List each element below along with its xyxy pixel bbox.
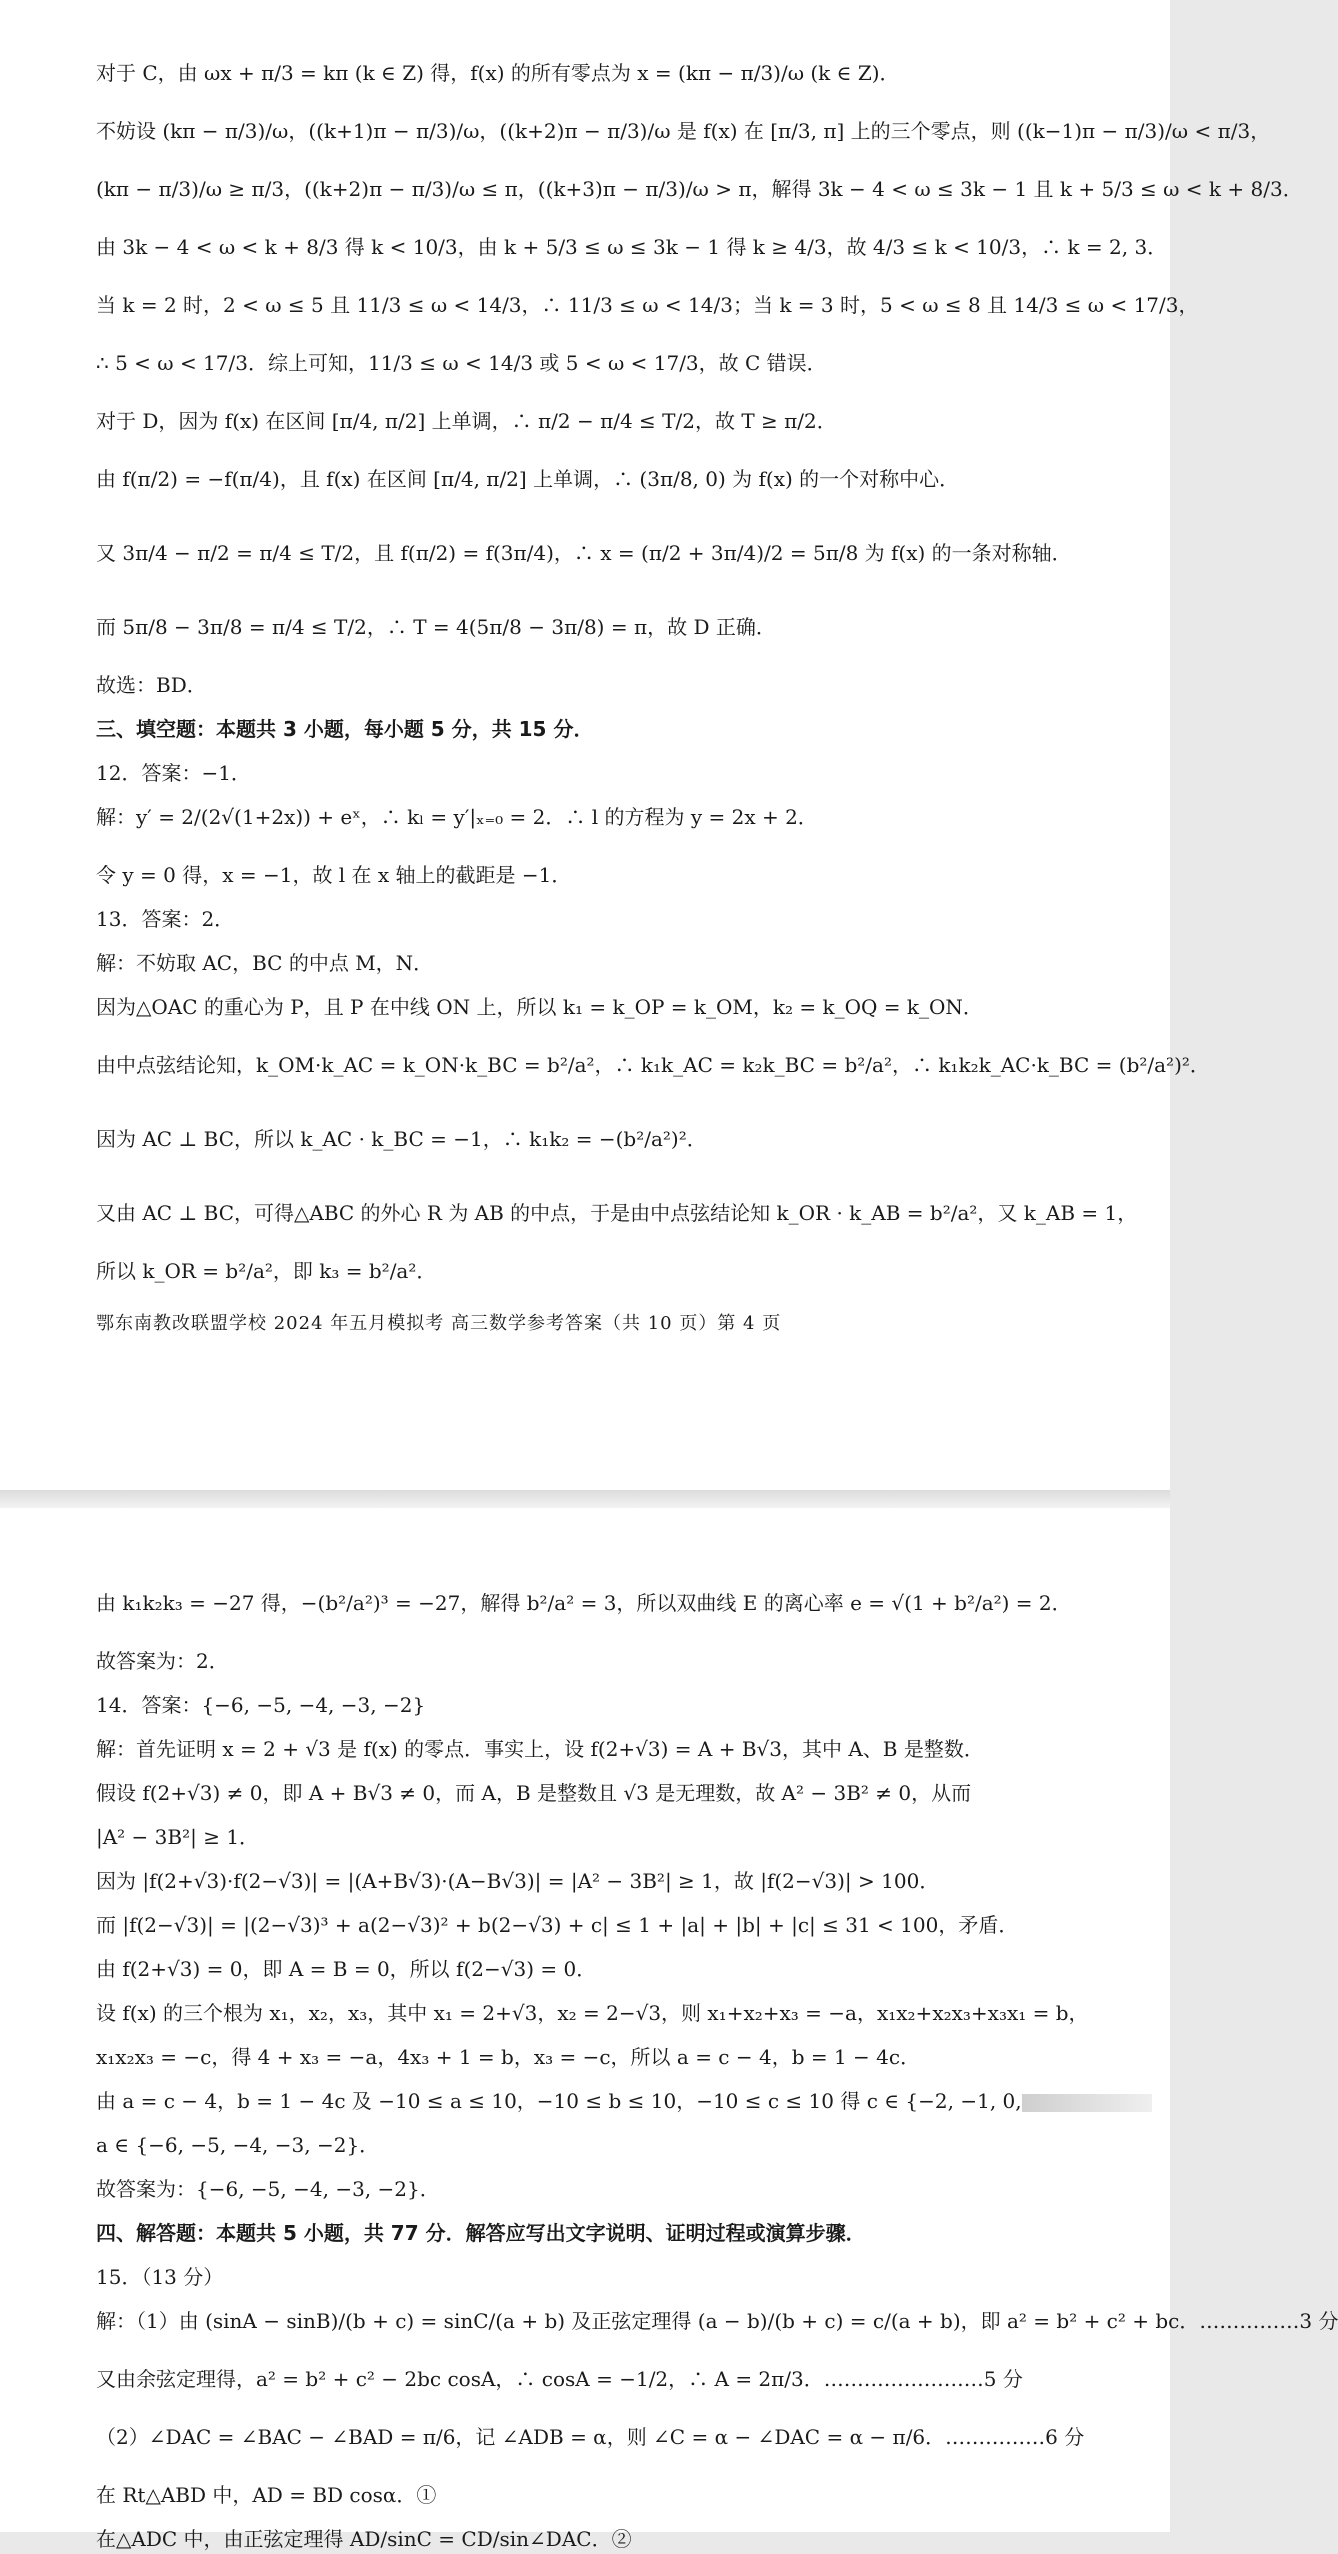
text-line: 所以 k_OR = b²/a²，即 k₃ = b²/a²． <box>96 1259 437 1283</box>
text-line: 解：y′ = 2/(2√(1+2x)) + eˣ，∴ kₗ = y′|ₓ₌₀ = 2．∴ l 的方程为 y = 2x + 2． <box>96 805 818 829</box>
text-line: 解：不妨取 AC，BC 的中点 M，N． <box>96 951 434 975</box>
text-line: a ∈ {−6, −5, −4, −3, −2}． <box>96 2133 380 2157</box>
text-line: (kπ − π/3)/ω ≥ π/3，((k+2)π − π/3)/ω ≤ π，((k+3)π − π/3)/ω > π，解得 3k − 4 < ω ≤ 3k − 1 且 k + 5/3 ≤ ω < k + 8/3． <box>96 177 1303 201</box>
text-line: 由 f(π/2) = −f(π/4)，且 f(x) 在区间 [π/4, π/2] 上单调，∴ (3π/8, 0) 为 f(x) 的一个对称中心． <box>96 467 960 491</box>
text-line: 设 f(x) 的三个根为 x₁，x₂，x₃，其中 x₁ = 2+√3，x₂ = 2−√3，则 x₁+x₂+x₃ = −a，x₁x₂+x₂x₃+x₃x₁ = b， <box>96 2001 1089 2025</box>
page-5 <box>0 1508 1338 2551</box>
text-line: 令 y = 0 得，x = −1，故 l 在 x 轴上的截距是 −1． <box>96 863 572 887</box>
text-line: 故答案为：2． <box>96 1649 229 1673</box>
text-line: 解：首先证明 x = 2 + √3 是 f(x) 的零点．事实上，设 f(2+√3) = A + B√3，其中 A、B 是整数． <box>96 1737 984 1761</box>
text-line: 因为 AC ⊥ BC，所以 k_AC · k_BC = −1，∴ k₁k₂ = −(b²/a²)²． <box>96 1127 707 1151</box>
text-line: 故答案为：{−6, −5, −4, −3, −2}． <box>96 2177 440 2201</box>
section-heading-fill-in: 三、填空题：本题共 3 小题，每小题 5 分，共 15 分． <box>96 717 594 741</box>
text-line: 而 |f(2−√3)| = |(2−√3)³ + a(2−√3)² + b(2−√3) + c| ≤ 1 + |a| + |b| + |c| ≤ 31 < 100，矛盾． <box>96 1913 1019 1937</box>
problem-15-header: 15．（13 分） <box>96 2265 224 2289</box>
text-line: 在△ADC 中，由正弦定理得 AD/sinC = CD/sin∠DAC．② <box>96 2527 632 2551</box>
text-line: 在 Rt△ABD 中，AD = BD cosα．① <box>96 2483 437 2507</box>
text-line: 当 k = 2 时，2 < ω ≤ 5 且 11/3 ≤ ω < 14/3，∴ 11/3 ≤ ω < 14/3；当 k = 3 时，5 < ω ≤ 8 且 14/3 ≤ ω < 17/3， <box>96 293 1199 317</box>
text-line: 由 3k − 4 < ω < k + 8/3 得 k < 10/3，由 k + 5/3 ≤ ω ≤ 3k − 1 得 k ≥ 4/3，故 4/3 ≤ k < 10/3，∴ k = 2, 3． <box>96 235 1168 259</box>
text-line: 假设 f(2+√3) ≠ 0，即 A + B√3 ≠ 0，而 A，B 是整数且 √3 是无理数，故 A² − 3B² ≠ 0，从而 <box>96 1781 972 1805</box>
text-line: x₁x₂x₃ = −c，得 4 + x₃ = −a，4x₃ + 1 = b，x₃ = −c，所以 a = c − 4，b = 1 − 4c． <box>96 2045 921 2069</box>
text-line-content: 由 a = c − 4，b = 1 − 4c 及 −10 ≤ a ≤ 10，−10 ≤ b ≤ 10，−10 ≤ c ≤ 10 得 c ∈ {−2, −1, 0, <box>96 2089 1022 2113</box>
section-heading-solutions: 四、解答题：本题共 5 小题，共 77 分．解答应写出文字说明、证明过程或演算步骤． <box>96 2221 866 2245</box>
text-line: 因为△OAC 的重心为 P，且 P 在中线 ON 上，所以 k₁ = k_OP = k_OM，k₂ = k_OQ = k_ON． <box>96 995 983 1019</box>
text-line: 又 3π/4 − π/2 = π/4 ≤ T/2，且 f(π/2) = f(3π/4)，∴ x = (π/2 + 3π/4)/2 = 5π/8 为 f(x) 的一条对称轴． <box>96 541 1072 565</box>
text-line <box>96 2086 1074 2116</box>
text-line: （2）∠DAC = ∠BAC − ∠BAD = π/6，记 ∠ADB = α，则 ∠C = α − ∠DAC = α − π/6．……………6 分 <box>96 2425 1085 2449</box>
text-line: 对于 C，由 ωx + π/3 = kπ (k ∈ Z) 得，f(x) 的所有零点为 x = (kπ − π/3)/ω (k ∈ Z)． <box>96 61 900 85</box>
text-line: ∴ 5 < ω < 17/3．综上可知，11/3 ≤ ω < 14/3 或 5 < ω < 17/3，故 C 错误． <box>96 351 827 375</box>
text-line: 而 5π/8 − 3π/8 = π/4 ≤ T/2，∴ T = 4(5π/8 − 3π/8) = π，故 D 正确． <box>96 615 776 639</box>
answer-12: 12．答案：−1． <box>96 761 251 785</box>
redacted-region <box>1022 2094 1152 2112</box>
text-line: 不妨设 (kπ − π/3)/ω，((k+1)π − π/3)/ω，((k+2)π − π/3)/ω 是 f(x) 在 [π/3, π] 上的三个零点，则 ((k−1)π − π/3)/ω < π/3， <box>96 119 1271 143</box>
page-divider <box>0 1490 1170 1508</box>
text-line: 又由 AC ⊥ BC，可得△ABC 的外心 R 为 AB 的中点，于是由中点弦结论知 k_OR · k_AB = b²/a²，又 k_AB = 1， <box>96 1201 1138 1225</box>
text-line: 对于 D，因为 f(x) 在区间 [π/4, π/2] 上单调，∴ π/2 − π/4 ≤ T/2，故 T ≥ π/2． <box>96 409 837 433</box>
text-line: 又由余弦定理得，a² = b² + c² − 2bc cosA，∴ cosA = −1/2，∴ A = 2π/3．……………………5 分 <box>96 2367 1023 2391</box>
text-line: 故选：BD． <box>96 673 207 697</box>
answer-14: 14．答案：{−6, −5, −4, −3, −2} <box>96 1693 426 1717</box>
text-line: 由 f(2+√3) = 0，即 A = B = 0，所以 f(2−√3) = 0． <box>96 1957 597 1981</box>
text-line: 解：（1）由 (sinA − sinB)/(b + c) = sinC/(a + b) 及正弦定理得 (a − b)/(b + c) = c/(a + b)，即 a² = b² + c² + bc．……………3 分 <box>96 2309 1338 2333</box>
page-footer: 鄂东南教改联盟学校 2024 年五月模拟考 高三数学参考答案（共 10 页）第 4 页 <box>96 1313 782 1334</box>
text-line: |A² − 3B²| ≥ 1． <box>96 1825 260 1849</box>
answer-13: 13．答案：2． <box>96 907 235 931</box>
text-line: 由 k₁k₂k₃ = −27 得，−(b²/a²)³ = −27，解得 b²/a² = 3，所以双曲线 E 的离心率 e = √(1 + b²/a²) = 2． <box>96 1591 1072 1615</box>
text-line: 由中点弦结论知，k_OM·k_AC = k_ON·k_BC = b²/a²，∴ k₁k_AC = k₂k_BC = b²/a²，∴ k₁k₂k_AC·k_BC = (b²/a²)²． <box>96 1053 1210 1077</box>
text-line: 因为 |f(2+√3)·f(2−√3)| = |(A+B√3)·(A−B√3)| = |A² − 3B²| ≥ 1，故 |f(2−√3)| > 100． <box>96 1869 940 1893</box>
